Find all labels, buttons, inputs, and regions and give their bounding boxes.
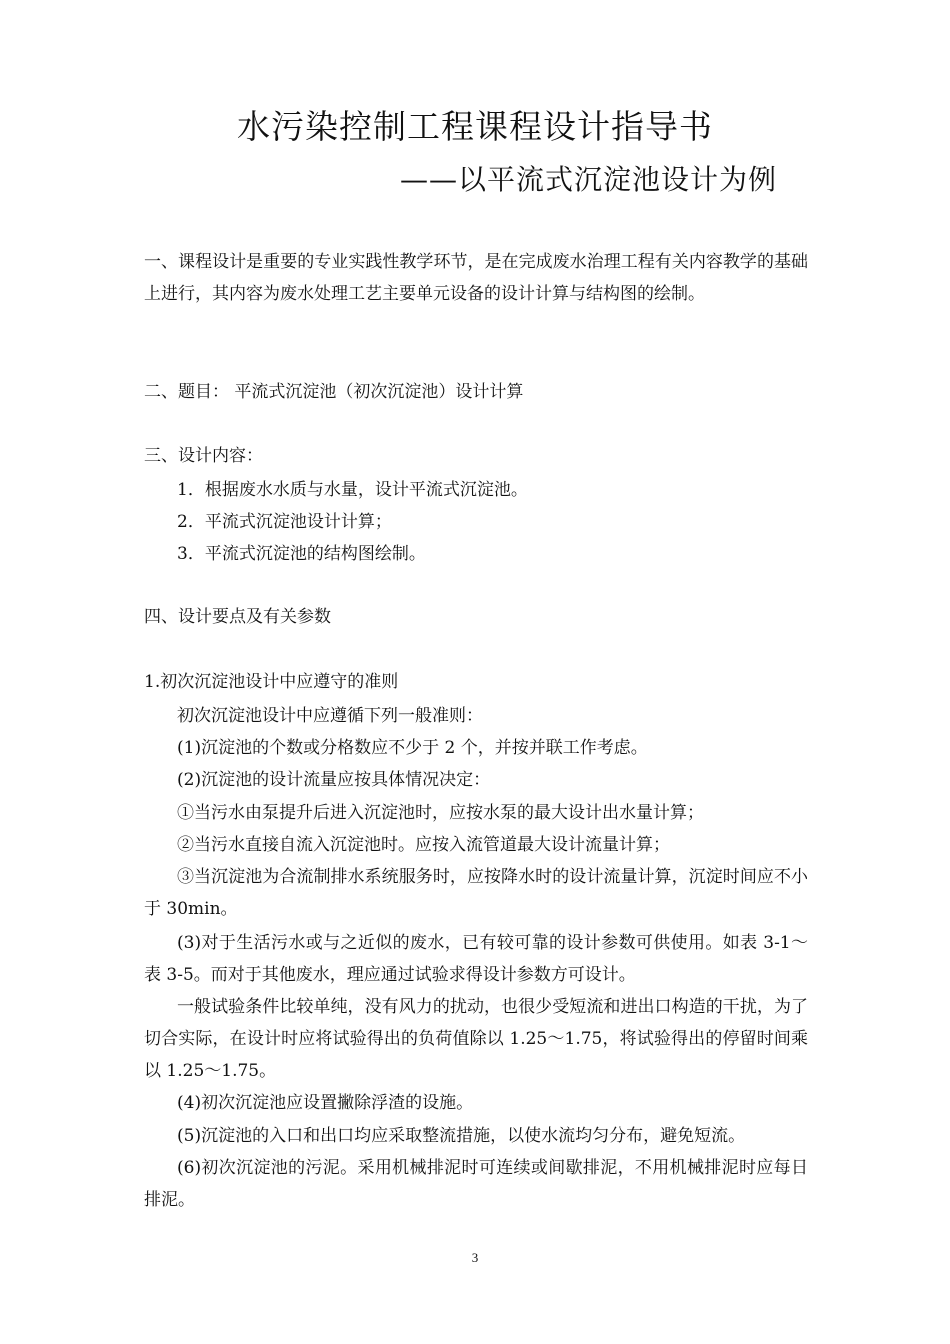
body-paragraph: (2)沉淀池的设计流量应按具体情况决定： bbox=[177, 770, 491, 790]
document-title: 水污染控制工程课程设计指导书 bbox=[237, 107, 713, 146]
body-paragraph: ①当污水由泵提升后进入沉淀池时，应按水泵的最大设计出水量计算； bbox=[177, 803, 704, 823]
subsection-1-heading: 1.初次沉淀池设计中应遵守的准则 bbox=[144, 672, 399, 692]
body-paragraph: 初次沉淀池设计中应遵循下列一般准则： bbox=[177, 706, 483, 726]
page-number: 3 bbox=[471, 1250, 479, 1265]
section-3-item: 2．平流式沉淀池设计计算； bbox=[177, 512, 392, 532]
section-4-heading: 四、设计要点及有关参数 bbox=[144, 607, 331, 627]
body-paragraph: ③当沉淀池为合流制排水系统服务时，应按降水时的设计流量计算，沉淀时间应不小于 30min。 bbox=[144, 867, 808, 919]
body-paragraph: 一般试验条件比较单纯，没有风力的扰动，也很少受短流和进出口构造的干扰，为了切合实际，在设计时应将试验得出的负荷值除以 1.25～1.75，将试验得出的停留时间乘以 1.25～1.75。 bbox=[144, 997, 808, 1081]
body-paragraph: (4)初次沉淀池应设置撇除浮渣的设施。 bbox=[177, 1093, 474, 1113]
body-paragraph: (1)沉淀池的个数或分格数应不少于 2 个，并按并联工作考虑。 bbox=[177, 738, 648, 758]
section-3-item: 3．平流式沉淀池的结构图绘制。 bbox=[177, 544, 426, 564]
document-subtitle: ——以平流式沉淀池设计为例 bbox=[400, 163, 778, 196]
body-paragraph: ②当污水直接自流入沉淀池时。应按入流管道最大设计流量计算； bbox=[177, 835, 670, 855]
section-1-paragraph: 一、课程设计是重要的专业实践性教学环节，是在完成废水治理工程有关内容教学的基础上进行，其内容为废水处理工艺主要单元设备的设计计算与结构图的绘制。 bbox=[144, 252, 808, 304]
body-paragraph: (3)对于生活污水或与之近似的废水，已有较可靠的设计参数可供使用。如表 3-1～表 3-5。而对于其他废水，理应通过试验求得设计参数方可设计。 bbox=[144, 933, 808, 985]
section-3-heading: 三、设计内容： bbox=[144, 446, 263, 466]
section-2-heading: 二、题目： 平流式沉淀池（初次沉淀池）设计计算 bbox=[144, 382, 524, 402]
body-paragraph: (5)沉淀池的入口和出口均应采取整流措施，以使水流均匀分布，避免短流。 bbox=[177, 1126, 746, 1146]
section-3-item: 1．根据废水水质与水量，设计平流式沉淀池。 bbox=[177, 480, 528, 500]
body-paragraph: (6)初次沉淀池的污泥。采用机械排泥时可连续或间歇排泥，不用机械排泥时应每日排泥。 bbox=[144, 1158, 808, 1210]
